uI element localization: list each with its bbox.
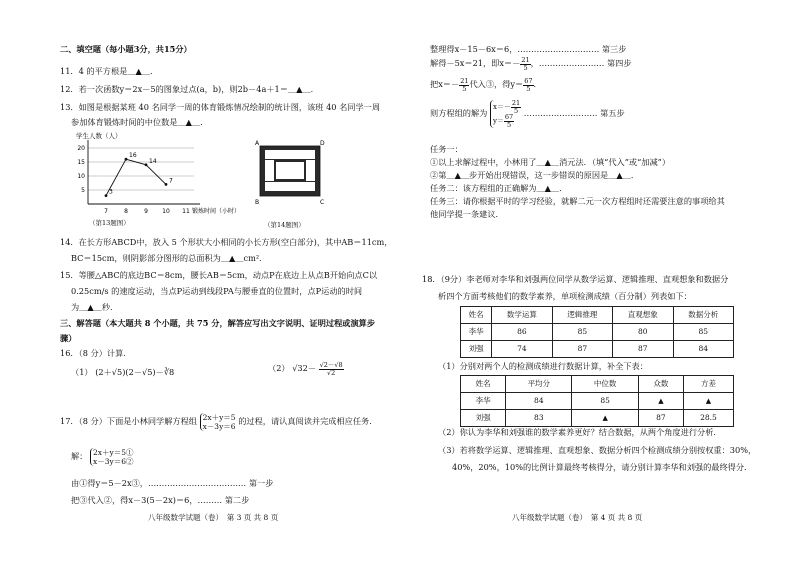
header-cell: 众数 [638, 376, 683, 393]
header-cell: 姓名 [461, 376, 506, 393]
table-header-row [461, 307, 734, 324]
task-1-item-2: ②第＿▲＿步开始出现错误，这一步错误的原因是＿▲＿． [430, 170, 640, 180]
table-cell: 李华 [461, 393, 506, 410]
chart-labels [76, 131, 240, 215]
section-3-title-line-2: 骤） [60, 333, 77, 343]
substitution-mid: 代入③，得y＝ [469, 79, 524, 89]
data-point [145, 163, 148, 166]
data-point [105, 194, 108, 197]
fraction-denominator: √2 [327, 368, 336, 377]
solution-system [71, 448, 134, 466]
fraction-numerator: √2－√8 [319, 361, 343, 369]
answer-blank-cell: ▲ [683, 393, 733, 410]
x-tick-label: 9 [144, 208, 148, 215]
part-2-fraction [319, 362, 344, 376]
table-row [461, 324, 734, 341]
task-1-title: 任务一： [430, 144, 463, 154]
part-1-expression: (2＋√5)(2－√5)－∛8 [95, 367, 175, 377]
chart-grid [88, 148, 194, 190]
step-4-tail: ，…………………… 第四步 [530, 58, 632, 68]
chart-title: 学生人数（人） [76, 132, 122, 140]
task-3-line-2: 他同学提一条建议． [430, 209, 504, 219]
task-3-line-1: 任务三：请你根据平时的学习经验，就解二元一次方程组时还需要注意的事项给其 [430, 196, 725, 206]
data-point [165, 183, 168, 186]
section-2-title: 二、填空题（每小题3分，共15分） [60, 44, 192, 54]
header-cell: 直观想象 [613, 307, 673, 324]
step-4-fraction [520, 57, 530, 71]
question-11: 11．4 的平方根是＿▲＿． [60, 66, 159, 76]
question-13-line-2: 参加体育锻炼时间的中位数是＿▲＿． [71, 117, 209, 127]
section-3-title-line-1: 三、解答题（本大题共 8 个小题，共 75 分，解答应写出文字说明、证明过程或演算步 [60, 318, 376, 328]
substitution-tail: ． [533, 79, 542, 89]
substitution-fraction-x [459, 78, 469, 92]
left-page-footer: 八年级数学试题（卷） 第 3 页 共 8 页 [148, 513, 279, 522]
question-18-line-2: 析四个方面考核他们的数学素养，单项检测成绩（百分制）列表如下： [438, 291, 692, 301]
solution-step-4 [430, 57, 632, 71]
table-cell: 28.5 [683, 410, 733, 427]
score-table-2 [460, 375, 734, 427]
x-tick-label: 10 [162, 208, 170, 215]
answer-system [490, 100, 521, 128]
vertex-c-label: C [320, 199, 325, 206]
table-cell: 刘强 [461, 341, 492, 358]
final-answer [430, 100, 625, 128]
table-cell: 刘强 [461, 410, 506, 427]
y-tick-label: 5 [81, 187, 85, 194]
x-tick-label: 8 [124, 208, 128, 215]
answer-y-lead: y＝ [492, 117, 504, 125]
answer-step-label: ……………………… 第五步 [523, 108, 625, 118]
x-axis-label: 锻炼时间（小时） [192, 208, 241, 215]
q17-lead: 17．（8 分）下面是小林同学解方程组 [60, 416, 197, 426]
vertex-a-label: A [255, 140, 260, 147]
part-1-label: （1） [71, 367, 93, 377]
header-cell: 方差 [683, 376, 733, 393]
small-rect-left [265, 160, 274, 181]
header-cell: 数据分析 [673, 307, 734, 324]
q17-equation-system [200, 413, 236, 431]
question-16-part-2 [268, 362, 344, 376]
solution-step-2: 把③代入②，得x－3(5－2x)＝6，……… 第二步 [71, 495, 250, 505]
header-cell: 逻辑推理 [552, 307, 612, 324]
table-cell: 74 [492, 341, 552, 358]
question-16-part-1 [71, 367, 174, 377]
data-label: 14 [149, 157, 157, 165]
table-cell: 84 [673, 341, 734, 358]
data-label: 16 [129, 152, 137, 160]
fraction-numerator: 21 [460, 77, 469, 85]
question-18-part-1: （1）分别对两个人的检测成绩进行数据计算，补全下表： [438, 361, 648, 371]
table-cell: 85 [572, 393, 638, 410]
solution-step-3: 整理得x－15－6x＝6，………………………… 第三步 [430, 44, 627, 54]
y-tick-label: 20 [77, 145, 85, 152]
fraction-denominator: 5 [506, 120, 512, 129]
question-15-line-1: 15．等腰△ABC的底边BC＝8cm，腰长AB＝5cm，动点P在底边上从点B开始向点C以 [60, 270, 378, 280]
table-cell: 80 [613, 324, 673, 341]
header-cell: 中位数 [572, 376, 638, 393]
question-15-line-2: 0.25cm/s 的速度运动，当点P运动到线段PA与腰垂直的位置时，点P运动的时间 [71, 286, 363, 296]
fraction-denominator: 5 [513, 106, 519, 115]
fraction-denominator: 5 [462, 84, 467, 93]
answer-lead: 则方程组的解为 [430, 108, 488, 118]
table-cell: 85 [552, 324, 612, 341]
substitution-lead: 把x＝－ [430, 79, 460, 89]
fraction-numerator: 21 [521, 56, 530, 64]
figure-14-caption: （第14题图） [264, 221, 305, 229]
table-cell: 86 [492, 324, 552, 341]
table-row [461, 393, 734, 410]
data-point [125, 158, 128, 161]
table-cell: 87 [613, 341, 673, 358]
small-rect-bottom [265, 182, 315, 191]
vertex-d-label: D [320, 140, 325, 147]
answer-x-lead: x＝－ [492, 103, 511, 111]
question-14-line-2: BC＝15cm，则阴影部分图形的总面积为＿▲＿cm²． [71, 253, 268, 263]
question-15-line-3: 为＿▲＿秒． [71, 302, 119, 312]
table-header-row [461, 376, 734, 393]
data-label: 3 [109, 188, 113, 196]
table-cell: 87 [638, 410, 683, 427]
vertex-b-label: B [255, 199, 260, 206]
question-18-line-1: 18．（9分）李老师对李华和刘强两位同学从数学运算、逻辑推理、直观想象和数据分 [422, 274, 729, 284]
chart-axes [88, 140, 200, 204]
solution-step-1: 由①得y＝5－2x③，……………………………… 第一步 [71, 478, 274, 488]
solution-equation-2: x－3y＝6② [93, 457, 134, 466]
question-18-part-3-line-2: 40%，20%，10%的比例计算最终考核得分，请分别计算李华和刘强的最终得分． [452, 462, 753, 472]
table-cell: 83 [506, 410, 572, 427]
step-4-lead: 解得－5x＝21，即x＝－ [430, 58, 521, 68]
question-17 [60, 413, 377, 431]
task-1-item-1: ①以上求解过程中，小林用了＿▲＿消元法．（填“代入”或“加减”） [430, 157, 671, 167]
y-tick-label: 10 [77, 173, 85, 180]
line-chart [66, 130, 242, 232]
header-cell: 数学运算 [492, 307, 552, 324]
question-12: 12．若一次函数y＝2x－5的图象过点(a，b)，则2b－4a＋1＝＿▲＿． [60, 84, 319, 94]
table-cell: 87 [552, 341, 612, 358]
question-13-line-1: 13．如图是根据某班 40 名同学一周的体育锻炼情况绘制的统计图，该班 40 名同学一周 [60, 102, 381, 112]
question-16: 16．（8 分）计算. [60, 348, 126, 358]
substitution-fraction-y [523, 78, 533, 92]
small-rect-right [306, 160, 315, 181]
answer-blank-cell: ▲ [638, 393, 683, 410]
fraction-numerator: 67 [504, 113, 514, 121]
chart-caption: （第13题图） [89, 219, 130, 227]
small-rect-top [265, 150, 315, 159]
substitution-line [430, 78, 542, 92]
solution-equation-system [90, 448, 134, 466]
x-tick-label: 7 [104, 208, 108, 215]
header-cell: 姓名 [461, 307, 492, 324]
answer-blank-cell: ▲ [572, 410, 638, 427]
figure-14-rectangle [252, 138, 328, 216]
q17-equation-1: 2x＋y＝5 [202, 413, 236, 422]
table-row [461, 410, 734, 427]
y-tick-label: 15 [77, 159, 85, 166]
table-row [461, 341, 734, 358]
chart-series [105, 158, 168, 197]
solution-equation-1: 2x＋y＝5① [93, 448, 134, 457]
score-table-1 [460, 306, 734, 358]
small-rect-center [276, 162, 304, 179]
fraction-denominator: 5 [523, 63, 528, 72]
fraction-denominator: 5 [526, 84, 531, 93]
question-18-part-3-line-1: （3）若将数学运算、逻辑推理、直观想象、数据分析四个检测成绩分别按权重：30%， [438, 445, 757, 455]
table-cell: 李华 [461, 324, 492, 341]
fraction-numerator: 21 [511, 99, 521, 107]
header-cell: 平均分 [506, 376, 572, 393]
q17-tail: 的过程，请认真阅读并完成相应任务． [238, 416, 378, 426]
part-2-label: （2） [268, 363, 290, 373]
task-2: 任务二：该方程组的正确解为＿▲＿． [430, 183, 568, 193]
table-cell: 85 [673, 324, 734, 341]
q17-equation-2: x－3y＝6 [202, 422, 236, 431]
right-page-footer: 八年级数学试题（卷） 第 4 页 共 8 页 [512, 513, 643, 522]
x-tick-label: 11 [182, 208, 190, 215]
data-label: 7 [169, 177, 173, 185]
table-cell: 84 [506, 393, 572, 410]
fraction-numerator: 67 [524, 77, 533, 85]
question-14-line-1: 14．在长方形ABCD中，放入 5 个形状大小相同的小长方形(空白部分)，其中AB＝11cm， [60, 237, 393, 247]
solution-label: 解： [71, 451, 88, 461]
question-18-part-2: （2）你认为李华和刘强谁的数学素养更好？结合数据，从两个角度进行分析． [438, 427, 722, 437]
part-2-lead: √32－ [292, 363, 317, 373]
